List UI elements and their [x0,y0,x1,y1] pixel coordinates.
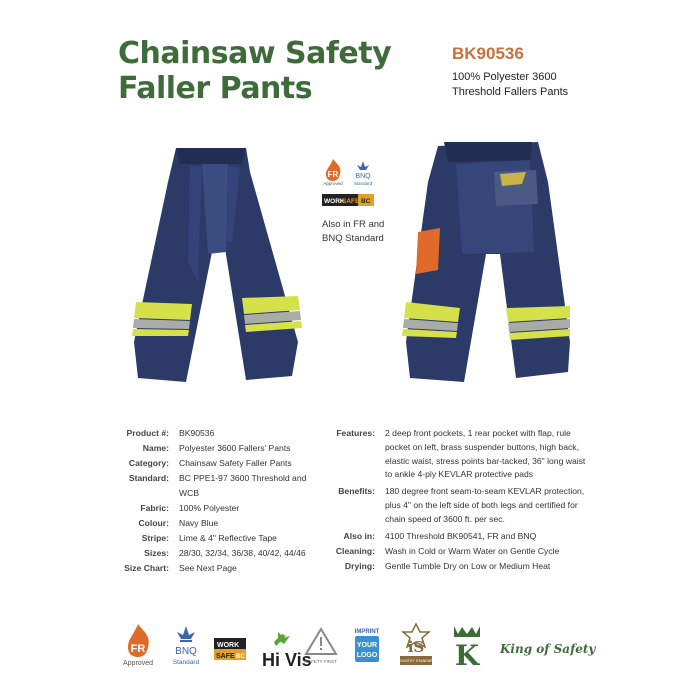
bnq-sub-label: Standard [353,181,373,186]
footer-your-label: YOUR [356,642,378,649]
footer-imprint-logo-icon [352,626,382,666]
fr-approved-icon [320,158,346,186]
spec-row-fabric: Fabric: 100% Polyester [140,503,240,513]
spec-row-product: Product #: BK90536 [126,428,215,438]
footer-imprint-label: IMPRINT [354,629,380,635]
spec-row-sizes: Sizes: 28/30, 32/34, 36/38, 40/42, 44/46 [144,548,306,558]
product-subtitle: 100% Polyester 3600 Threshold Fallers Pants [452,71,569,98]
spec-row-name: Name: Polyester 3600 Fallers' Pants [142,443,291,453]
footer-ws-bc: BC [236,654,245,660]
spec-row-drying: Drying: Gentle Tumble Dry on Low or Medium Heat [344,560,551,571]
bnq-label: BNQ [355,173,371,180]
spec-row-cleaning: Cleaning: Wash in Cold or Warm Water on Gentle Cycle [335,545,560,556]
footer-hivis-icon [260,630,312,670]
spec-row-size-chart: Size Chart: See Next Page [124,563,237,573]
king-of-safety-brand: King of Safety [500,642,596,656]
spec-row-features: Features: 2 deep front pockets, 1 rear pocket with flap, rule pocket on left, brass suspender buttons, high back, elastic waist, stress points bar-tacked, 36" long waist to ankle 4-ply KEVLAR protective pads [336,428,586,480]
footer-ws-work: WORK [217,642,240,649]
spec-row-colour: Colour: Navy Blue [138,518,219,528]
spec-row-category: Category: Chainsaw Safety Faller Pants [128,458,292,468]
also-available-note: Also in FR and BNQ Standard [322,219,385,244]
footer-is-label: iS [407,638,425,656]
footer-hivis-label: Hi Vis [262,650,312,670]
worksafe-safe: SAFE [342,198,360,205]
fr-sub-label: Approved [323,181,343,186]
footer-fr-approved-icon [118,622,158,668]
specs-right-column [325,426,587,574]
title-line-1: Chainsaw Safety [118,36,392,71]
product-title [118,36,418,106]
footer-bnq-label: BNQ [175,646,197,657]
footer-fr-label: FR [130,643,146,655]
footer-ws-safe: SAFE [216,653,235,660]
footer-bnq-sub: Standard [172,659,200,666]
footer-logo-label: LOGO [356,652,378,659]
title-line-2: Faller Pants [118,71,313,106]
specs-left-column [114,426,324,576]
spec-row-stripe: Stripe: Lime & 4" Reflective Tape [141,533,277,543]
footer-safety-first-icon [304,626,338,666]
footer-safety-first-label: SAFETY FIRST [305,659,337,664]
footer-k-label: K [454,639,480,672]
footer-industry-standard-icon [398,622,434,668]
footer-fr-sub: Approved [123,660,153,667]
worksafe-bc: BC [361,198,371,205]
footer-is-sub: INDUSTRY STANDARD [396,659,436,663]
footer-worksafe-icon [214,638,246,660]
fr-label: FR [327,170,339,179]
bnq-standard-icon [350,158,376,186]
spec-row-standard: Standard: BC PPE1-97 3600 Threshold and WCB [128,473,307,498]
worksafe-work: WORK [324,198,345,205]
spec-row-also-in: Also in: 4100 Threshold BK90541, FR and BNQ [343,530,537,541]
footer-bnq-icon [168,622,204,668]
spec-row-benefits: Benefits: 180 degree front seam-to-seam KEVLAR protection, plus 4" on the left side of both legs and certified for chain speed of 3600 ft. per sec. [338,486,585,524]
pants-front-image [128,142,308,400]
worksafe-bc-icon [322,194,374,206]
product-sku: BK90536 [452,44,524,63]
footer-king-k-icon [450,624,484,672]
pants-back-image [398,142,578,400]
